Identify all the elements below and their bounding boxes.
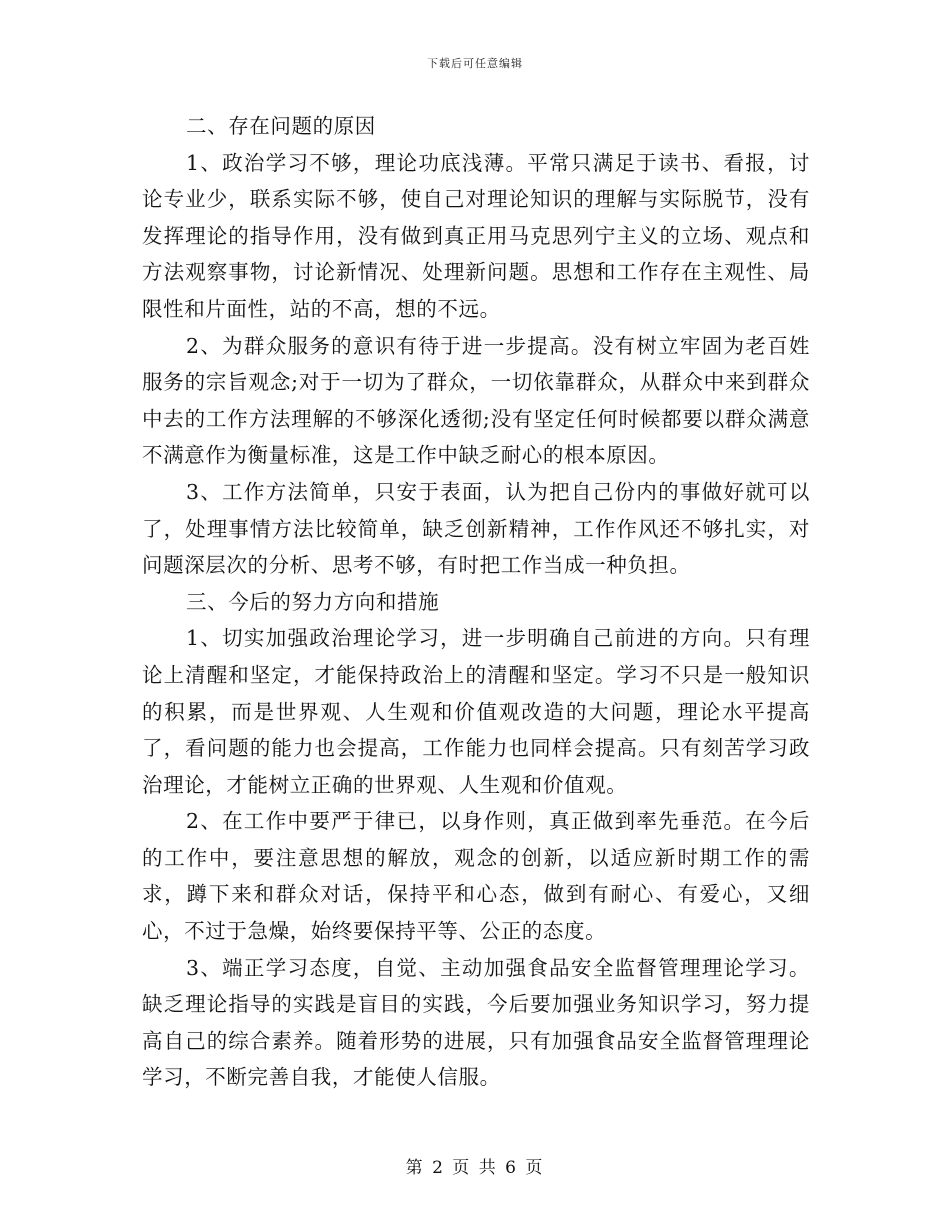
paragraph-measure-2: 2、在工作中要严于律已，以身作则，真正做到率先垂范。在今后的工作中，要注意思想的解放，观念的创新，以适应新时期工作的需求，蹲下来和群众对话，保持平和心态，做到有耐心、有爱心，又细心，不过于急燥，始终要保持平等、公正的态度。: [142, 809, 810, 944]
paragraph-cause-1: 1、政治学习不够，理论功底浅薄。平常只满足于读书、看报，讨论专业少，联系实际不够，使自己对理论知识的理解与实际脱节，没有发挥理论的指导作用，没有做到真正用马克思列宁主义的立场、观点和方法观察事物，讨论新情况、处理新问题。思想和工作存在主观性、局限性和片面性，站的不高，想的不远。: [142, 150, 810, 321]
page-header: 下载后可任意编辑: [427, 57, 523, 70]
document-body: [142, 108, 810, 1096]
section-heading-causes: 二、存在问题的原因: [186, 114, 376, 138]
page-number-footer: 第 2 页 共 6 页: [405, 1158, 545, 1178]
paragraph-measure-1: 1、切实加强政治理论学习，进一步明确自己前进的方向。只有理论上清醒和坚定，才能保持政治上的清醒和坚定。学习不只是一般知识的积累，而是世界观、人生观和价值观改造的大问题，理论水平提高了，看问题的能力也会提高，工作能力也同样会提高。只有刻苦学习政治理论，才能树立正确的世界观、人生观和价值观。: [142, 626, 810, 797]
paragraph-measure-3: 3、端正学习态度，自觉、主动加强食品安全监督管理理论学习。缺乏理论指导的实践是盲目的实践，今后要加强业务知识学习，努力提高自己的综合素养。随着形势的进展，只有加强食品安全监督管理理论学习，不断完善自我，才能使人信服。: [142, 955, 810, 1090]
paragraph-cause-2: 2、为群众服务的意识有待于进一步提高。没有树立牢固为老百姓服务的宗旨观念;对于一切为了群众，一切依靠群众，从群众中来到群众中去的工作方法理解的不够深化透彻;没有坚定任何时候都要以群众满意不满意作为衡量标准，这是工作中缺乏耐心的根本原因。: [142, 333, 810, 468]
section-heading-measures: 三、今后的努力方向和措施: [186, 589, 440, 614]
paragraph-cause-3: 3、工作方法简单，只安于表面，认为把自己份内的事做好就可以了，处理事情方法比较简单，缺乏创新精神，工作作风还不够扎实，对问题深层次的分析、思考不够，有时把工作当成一种负担。: [142, 479, 810, 578]
